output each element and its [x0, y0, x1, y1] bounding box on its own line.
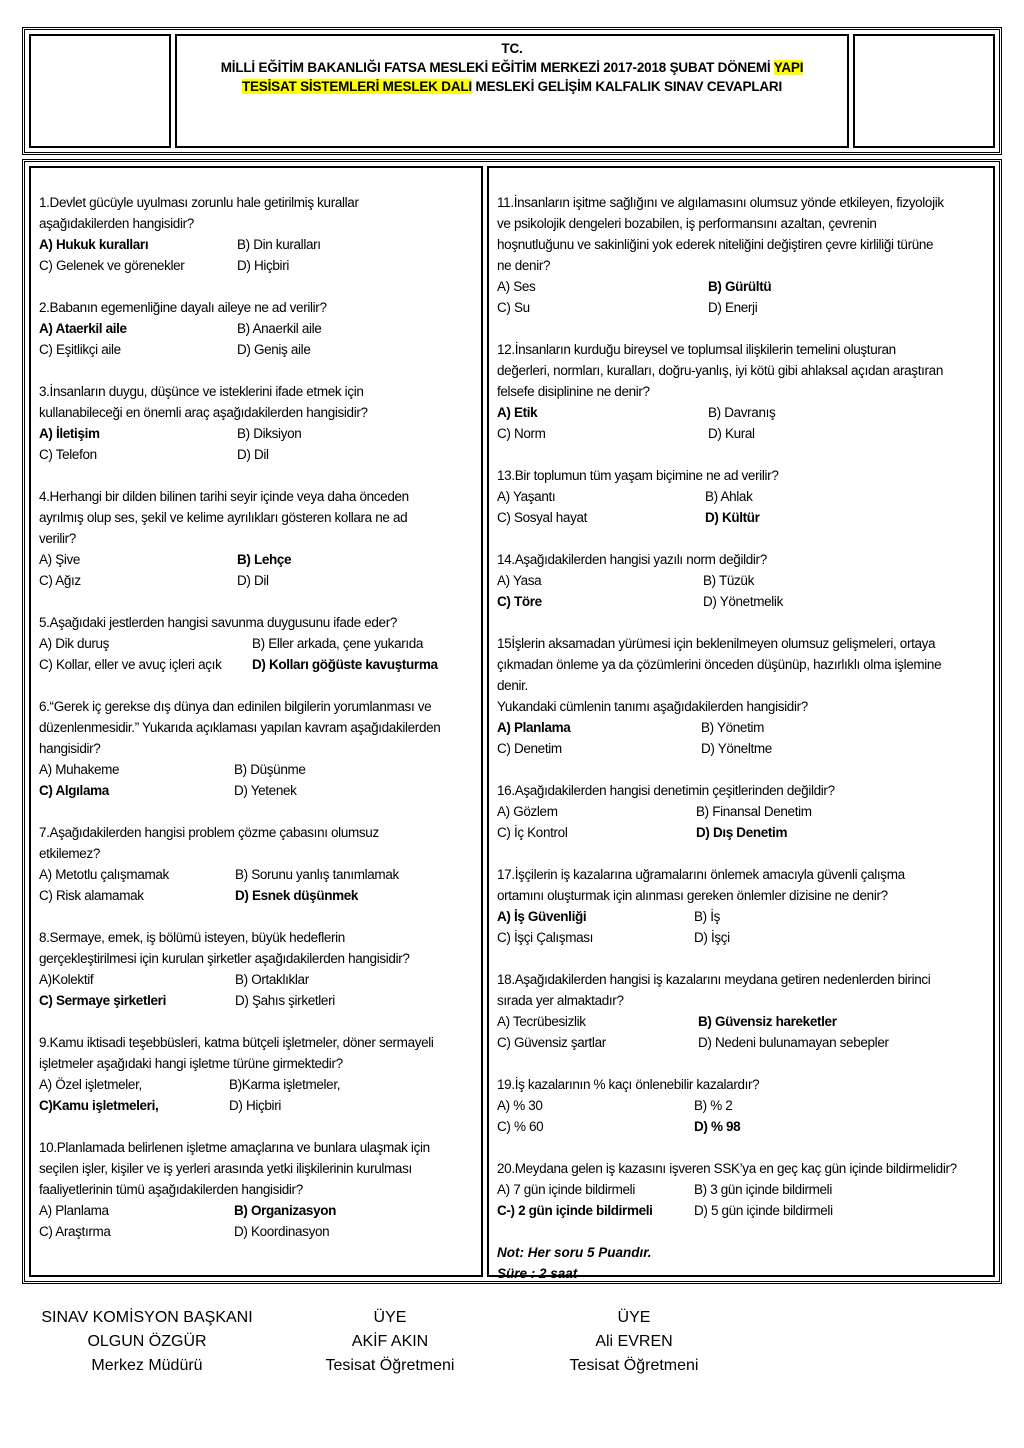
option-b: B) Yönetim: [701, 720, 765, 735]
option-b: B) İş: [694, 909, 721, 924]
option-a: A) % 30: [497, 1098, 543, 1113]
option-a: A) Planlama: [39, 1203, 109, 1218]
signature-title: ÜYE: [373, 1309, 407, 1326]
option-d: D) Dil: [237, 447, 269, 462]
option-a: A) Gözlem: [497, 804, 558, 819]
question-text: 7.Aşağıdakilerden hangisi problem çözme çabasını olumsuz etkilemez?: [39, 825, 379, 861]
option-b: B) Eller arkada, çene yukarıda: [252, 636, 424, 651]
option-row: [497, 570, 767, 591]
option-row: [497, 801, 835, 822]
question: [497, 465, 778, 528]
option-d: D) Yönetmelik: [703, 594, 783, 609]
question: [497, 1074, 759, 1137]
signature-role: Merkez Müdürü: [91, 1357, 203, 1374]
question-text: 11.İnsanların işitme sağlığını ve algılamasını olumsuz yönde etkileyen, fizyolojik ve psikolojik dengeleri bozabilen, iş performansını azaltan, çevrenin hoşnutluğunu ve sakinliğini yok ederek niteliğini değiştiren çevre kirliliği türüne ne denir?: [497, 195, 944, 273]
option-row: [497, 1011, 930, 1032]
option-c: C) Töre: [497, 594, 542, 609]
option-d: D) Yetenek: [234, 783, 297, 798]
option-row: [39, 549, 409, 570]
option-c: C) % 60: [497, 1119, 544, 1134]
option-c: C) Denetim: [497, 741, 562, 756]
option-d: D) Dış Denetim: [696, 825, 788, 840]
option-a: A) Tecrübesizlik: [497, 1014, 586, 1029]
option-row: [39, 318, 327, 339]
option-b: B) Diksiyon: [237, 426, 302, 441]
header-title: [175, 34, 849, 148]
option-b: B) 3 gün içinde bildirmeli: [694, 1182, 832, 1197]
question: [39, 486, 409, 591]
option-row: [497, 1200, 957, 1221]
signature-member-2: [504, 1306, 764, 1378]
option-b: B)Karma işletmeler,: [229, 1077, 341, 1092]
option-row: [39, 1074, 434, 1095]
option-row: [39, 1221, 430, 1242]
option-row: [497, 276, 944, 297]
option-b: B) Ahlak: [705, 489, 753, 504]
option-row: [497, 822, 835, 843]
option-c: C) Eşitlikçi aile: [39, 342, 121, 357]
option-row: [39, 864, 399, 885]
option-b: B) Lehçe: [237, 552, 292, 567]
question-text: 19.İş kazalarının % kaçı önlenebilir kazalardır?: [497, 1077, 760, 1092]
option-row: [39, 990, 410, 1011]
note-points: Not: Her soru 5 Puandır.: [497, 1245, 652, 1260]
option-a: A) Şive: [39, 552, 81, 567]
option-d: D) Kolları göğüste kavuşturma: [252, 657, 438, 672]
question: [39, 927, 410, 1011]
question-text: 6.“Gerek iç gerekse dış dünya dan edinilen bilgilerin yorumlanması ve düzenlenmesidir.” Yukarıda açıklaması yapılan kavram aşağıdakilerden hangisidir?: [39, 699, 441, 756]
option-c: C) Gelenek ve görenekler: [39, 258, 185, 273]
option-d: D) Kültür: [705, 510, 760, 525]
question: [497, 339, 943, 444]
question: [497, 969, 930, 1053]
question-text: 1.Devlet gücüyle uyulması zorunlu hale getirilmiş kurallar aşağıdakilerden hangisidir?: [39, 195, 359, 231]
option-a: A) 7 gün içinde bildirmeli: [497, 1182, 635, 1197]
question: [497, 549, 783, 612]
header-right-cell: [853, 34, 995, 148]
option-c: C)Kamu işletmeleri,: [39, 1098, 159, 1113]
question: [497, 192, 944, 318]
option-d: D) Yöneltme: [701, 741, 772, 756]
question-text: 14.Aşağıdakilerden hangisi yazılı norm değildir?: [497, 552, 767, 567]
option-row: [39, 234, 359, 255]
question-text: 3.İnsanların duygu, düşünce ve isteklerini ifade etmek için kullanabileceği en önemli araç aşağıdakilerden hangisidir?: [39, 384, 368, 420]
question: [39, 1032, 434, 1116]
option-row: [497, 1032, 930, 1053]
header-highlight-1: YAPI: [773, 60, 804, 75]
question-text: 17.İşçilerin iş kazalarına uğramalarını önlemek amacıyla güvenli çalışma ortamını oluşturmak için alınması gereken önlemler dizisine ne denir?: [497, 867, 905, 903]
option-row: [39, 1095, 434, 1116]
option-row: [497, 1116, 759, 1137]
header-box: [22, 27, 1002, 155]
option-c: C) Algılama: [39, 783, 109, 798]
signature-name: AKİF AKIN: [351, 1333, 429, 1350]
question-text: 10.Planlamada belirlenen işletme amaçlarına ve bunlara ulaşmak için seçilen işler, kişiler ve iş yerleri arasında yetki ilişkilerinin kurulması faaliyetlerinin tümü aşağıdakilerden hangisidir?: [39, 1140, 430, 1197]
question: [39, 696, 440, 801]
question: [497, 633, 941, 759]
question-text: 8.Sermaye, emek, iş bölümü isteyen, büyük hedeflerin gerçekleştirilmesi için kurulan şirketler aşağıdakilerden hangisidir?: [39, 930, 410, 966]
question-text: 16.Aşağıdakilerden hangisi denetimin çeşitlerinden değildir?: [497, 783, 835, 798]
option-a: A) Planlama: [497, 720, 571, 735]
question-text: 2.Babanın egemenliğine dayalı aileye ne ad verilir?: [39, 300, 327, 315]
question: [497, 780, 835, 843]
signature-name: Ali EVREN: [595, 1333, 673, 1350]
option-row: [497, 906, 905, 927]
option-c: C) Su: [497, 300, 530, 315]
option-b: B) Düşünme: [234, 762, 306, 777]
header-line-2-text: MİLLİ EĞİTİM BAKANLIĞI FATSA MESLEKİ EĞİTİM MERKEZİ 2017-2018 ŞUBAT DÖNEMİ: [220, 60, 774, 75]
option-row: [497, 297, 944, 318]
option-d: D) Geniş aile: [237, 342, 311, 357]
option-b: B) Anaerkil aile: [237, 321, 322, 336]
option-c: C) Risk alamamak: [39, 888, 144, 903]
option-row: [39, 885, 379, 906]
option-d: D) Kural: [708, 426, 755, 441]
option-c: C) İşçi Çalışması: [497, 930, 594, 945]
option-row: [39, 570, 409, 591]
option-d: D) Hiçbiri: [237, 258, 289, 273]
question-text: 9.Kamu iktisadi teşebbüsleri, katma bütçeli işletmeler, döner sermayeli işletmeler aşağıdaki hangi işletme türüne girmektedir?: [39, 1035, 434, 1071]
question-text: 13.Bir toplumun tüm yaşam biçimine ne ad verilir?: [497, 468, 779, 483]
question: [497, 864, 905, 948]
option-c: C) Güvensiz şartlar: [497, 1035, 606, 1050]
header-line-3-text: MESLEKİ GELİŞİM KALFALIK SINAV CEVAPLARI: [471, 79, 783, 94]
questions-box: [22, 159, 1002, 1284]
option-a: A) İletişim: [39, 426, 100, 441]
question-text: 20.Meydana gelen iş kazasını işveren SSK’ya en geç kaç gün içinde bildirmelidir?: [497, 1161, 957, 1176]
option-b: B) Ortaklıklar: [235, 972, 309, 987]
option-d: D) İşçi: [694, 930, 730, 945]
option-row: [39, 780, 440, 801]
option-row: [39, 759, 440, 780]
question: [39, 297, 327, 360]
signature-title: ÜYE: [617, 1309, 651, 1326]
option-a: A) Dik duruş: [39, 636, 110, 651]
option-c: C) Telefon: [39, 447, 97, 462]
option-c: C) Sosyal hayat: [497, 510, 588, 525]
option-row: [39, 444, 368, 465]
option-c: C) Ağız: [39, 573, 81, 588]
option-d: D) % 98: [694, 1119, 741, 1134]
option-d: D) Koordinasyon: [234, 1224, 330, 1239]
question-text: 12.İnsanların kurduğu bireysel ve toplumsal ilişkilerin temelini oluşturan değerleri, normları, kuralları, doğru-yanlış, iyi kötü gibi ahlaksal açıdan araştıran felsefe disiplinine ne denir?: [497, 342, 943, 399]
option-b: B) Sorunu yanlış tanımlamak: [235, 867, 399, 882]
header-left-cell: [29, 34, 171, 148]
option-a: A) Muhakeme: [39, 762, 120, 777]
option-a: A) Yaşantı: [497, 489, 556, 504]
option-d: D) Hiçbiri: [229, 1098, 281, 1113]
questions-right-column: [487, 166, 995, 1281]
option-a: A) Ataerkil aile: [39, 321, 127, 336]
option-c: C) Sermaye şirketleri: [39, 993, 166, 1008]
option-c: C) İç Kontrol: [497, 825, 568, 840]
option-d: D) 5 gün içinde bildirmeli: [694, 1203, 833, 1218]
option-row: [497, 402, 943, 423]
option-row: [39, 654, 438, 675]
signature-member-1: [260, 1306, 520, 1378]
option-a: A) Yasa: [497, 573, 542, 588]
option-c: C) Kollar, eller ve avuç içleri açık: [39, 657, 222, 672]
option-b: B) Organizasyon: [234, 1203, 337, 1218]
question: [39, 192, 359, 276]
question-text: 5.Aşağıdaki jestlerden hangisi savunma duygusunu ifade eder?: [39, 615, 398, 630]
option-d: D) Dil: [237, 573, 269, 588]
signature-title: SINAV KOMİSYON BAŞKANI: [41, 1309, 253, 1326]
question: [497, 1158, 957, 1221]
option-c: C-) 2 gün içinde bildirmeli: [497, 1203, 653, 1218]
note-duration: Süre : 2 saat: [497, 1266, 578, 1281]
question: [39, 822, 399, 906]
option-row: [39, 255, 359, 276]
option-row: [39, 1200, 430, 1221]
option-b: B) % 2: [694, 1098, 733, 1113]
option-a: A) İş Güvenliği: [497, 909, 587, 924]
option-d: D) Şahıs şirketleri: [235, 993, 335, 1008]
signature-chair: [17, 1306, 277, 1378]
option-b: B) Din kuralları: [237, 237, 321, 252]
option-b: B) Finansal Denetim: [696, 804, 812, 819]
option-b: B) Güvensiz hareketler: [698, 1014, 837, 1029]
question-text: 4.Herhangi bir dilden bilinen tarihi seyir içinde veya daha önceden ayrılmış olup ses, şekil ve kelime ayrılıkları gösteren kollara ne ad verilir?: [39, 489, 409, 546]
option-row: [497, 507, 778, 528]
question: [39, 612, 438, 675]
option-row: [497, 717, 941, 738]
option-a: A) Metotlu çalışmamak: [39, 867, 169, 882]
option-row: [497, 738, 941, 759]
option-row: [39, 633, 424, 654]
option-b: B) Gürültü: [708, 279, 772, 294]
header-highlight-2: TESİSAT SİSTEMLERİ MESLEK DALI: [241, 79, 472, 94]
option-a: A) Etik: [497, 405, 538, 420]
option-d: D) Enerji: [708, 300, 758, 315]
header-line-2: [177, 58, 847, 77]
questions-left-column: [29, 166, 483, 1277]
option-a: A) Hukuk kuralları: [39, 237, 149, 252]
option-d: D) Esnek düşünmek: [235, 888, 359, 903]
signature-role: Tesisat Öğretmeni: [325, 1357, 455, 1374]
question: [39, 381, 368, 465]
option-row: [497, 1179, 957, 1200]
option-a: A) Ses: [497, 279, 536, 294]
option-row: [497, 486, 778, 507]
question: [39, 1137, 430, 1242]
option-row: [497, 591, 783, 612]
option-row: [497, 423, 943, 444]
question-text: 15İşlerin aksamadan yürümesi için beklenilmeyen olumsuz gelişmeleri, ortaya çıkmadan önleme ya da çözümlerini önceden düşünüp, hazırlıklı olma işlemine denir. Yukandaki cümlenin tanımı aşağıdakilerden hangisidir?: [497, 636, 942, 714]
option-row: [39, 339, 327, 360]
header-line-3: [177, 77, 847, 96]
signature-role: Tesisat Öğretmeni: [569, 1357, 699, 1374]
exam-note: [497, 1242, 652, 1284]
option-row: [497, 927, 905, 948]
option-b: B) Tüzük: [703, 573, 754, 588]
option-c: C) Araştırma: [39, 1224, 111, 1239]
signature-name: OLGUN ÖZGÜR: [87, 1333, 207, 1350]
option-a: A)Kolektif: [39, 972, 94, 987]
option-c: C) Norm: [497, 426, 546, 441]
option-d: D) Nedeni bulunamayan sebepler: [698, 1035, 889, 1050]
option-row: [39, 969, 410, 990]
header-line-1: TC.: [501, 41, 523, 56]
option-a: A) Özel işletmeler,: [39, 1077, 142, 1092]
option-row: [497, 1095, 759, 1116]
option-b: B) Davranış: [708, 405, 776, 420]
question-text: 18.Aşağıdakilerden hangisi iş kazalarını meydana getiren nedenlerden birinci sırada yer almaktadır?: [497, 972, 931, 1008]
option-row: [39, 423, 368, 444]
